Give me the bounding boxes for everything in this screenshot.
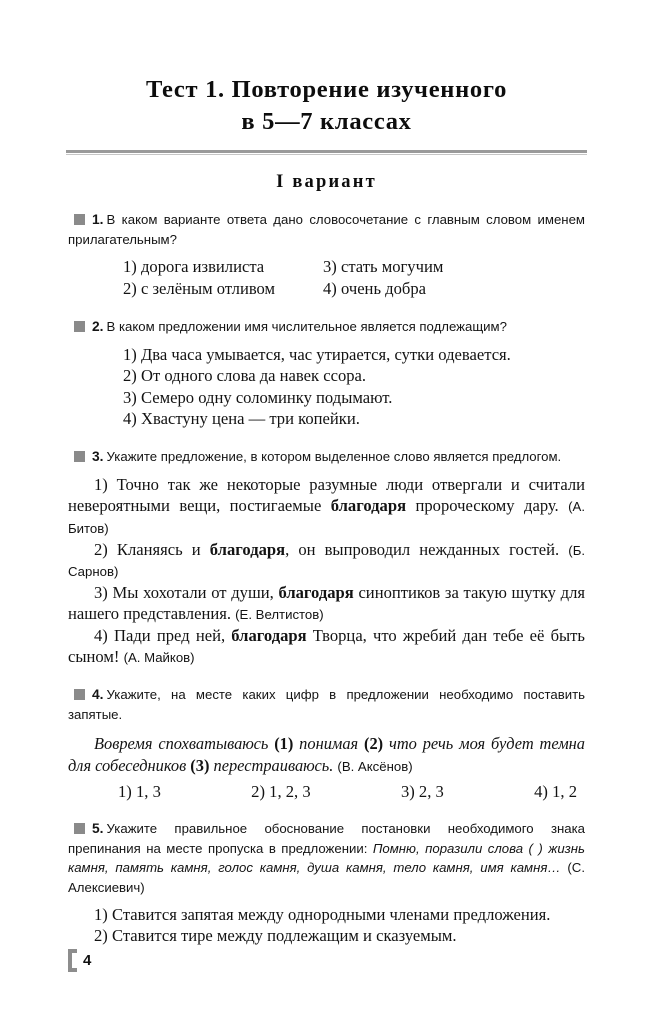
question-4-quote <box>68 733 585 776</box>
option-highlight-word: благодаря <box>330 496 407 516</box>
option-text-pre: Точно так же некоторые разумные люди отвергали и считали невероятными вещи, постигаемые <box>68 474 585 516</box>
quote-attribution: (В. Аксёнов) <box>337 758 413 774</box>
option-label: 4) <box>94 625 108 645</box>
option-text: 2, 3 <box>418 782 444 802</box>
option-label: 1) <box>123 256 137 276</box>
option-5-2[interactable] <box>68 925 585 947</box>
option-4-2[interactable] <box>251 782 310 802</box>
option-5-1[interactable] <box>68 904 585 926</box>
question-1-text: В каком варианте ответа дано словосочетание с главным словом именем прилагательным? <box>68 211 585 247</box>
question-5-attribution: (С. Алексиевич) <box>68 860 585 895</box>
question-bullet-icon <box>74 451 85 462</box>
question-bullet-icon <box>74 689 85 700</box>
option-2-4[interactable] <box>123 408 585 430</box>
question-5-stem <box>68 819 585 896</box>
question-bullet-icon <box>74 214 85 225</box>
option-label: 2) <box>123 366 137 386</box>
option-text: 1, 2 <box>552 782 577 802</box>
option-text: Ставится запятая между однородными членами предложения. <box>111 904 551 924</box>
option-text-post: , он выпроводил нежданных гостей. <box>285 539 560 559</box>
quote-segment-3: что речь моя будет темна для собеседников <box>68 734 586 775</box>
option-text: с зелёным отливом <box>140 278 276 298</box>
option-1-2[interactable] <box>123 278 323 300</box>
divider-rule-thin <box>66 154 587 155</box>
question-4 <box>68 685 585 802</box>
option-text-pre: Мы хохотали от души, <box>112 582 279 602</box>
option-label: 1) <box>94 474 108 494</box>
option-label: 4) <box>323 278 337 298</box>
question-1-options <box>68 256 585 300</box>
option-1-3[interactable] <box>323 256 585 278</box>
option-attribution: (А. Битов) <box>68 499 585 536</box>
question-5-options <box>68 904 585 947</box>
option-3-3[interactable] <box>68 582 585 625</box>
option-text-pre: Пади пред ней, <box>114 625 232 645</box>
option-label: 2) <box>94 926 108 946</box>
option-row <box>123 256 585 278</box>
option-label: 2) <box>123 278 137 298</box>
quote-segment-2: понимая <box>293 734 365 754</box>
option-text-pre: Кланяясь и <box>116 539 210 559</box>
page-title <box>68 0 585 139</box>
option-text-post: синоптиков за такую шутку для нашего представления. <box>68 582 586 624</box>
question-2 <box>68 317 585 430</box>
option-4-1[interactable] <box>118 782 161 802</box>
question-bullet-icon <box>74 321 85 332</box>
option-3-2[interactable] <box>68 539 585 582</box>
option-row <box>123 278 585 300</box>
option-text: Ставится тире между подлежащим и сказуемым. <box>111 926 457 946</box>
option-highlight-word: благодаря <box>278 582 354 602</box>
option-3-1[interactable] <box>68 474 585 539</box>
question-1-stem <box>68 210 585 249</box>
question-bullet-icon <box>74 823 85 834</box>
option-label: 3) <box>400 782 415 802</box>
question-1-number: 1. <box>92 211 104 227</box>
question-3 <box>68 447 585 668</box>
question-5-number: 5. <box>92 821 104 837</box>
question-4-text: Укажите, на месте каких цифр в предложении необходимо поставить запятые. <box>68 686 585 722</box>
question-2-options <box>68 344 585 430</box>
option-label: 2) <box>94 539 108 559</box>
question-3-stem <box>68 447 585 467</box>
title-line-1: Тест 1. Повторение изученного <box>145 76 508 103</box>
option-label: 2) <box>251 782 265 802</box>
bracket-ornament-icon <box>68 949 77 972</box>
question-1 <box>68 210 585 300</box>
question-5-text: Укажите правильное обоснование постановки необходимого знака препинания на месте пропуска в предложении: <box>68 821 585 857</box>
option-2-1[interactable] <box>123 344 585 366</box>
option-2-2[interactable] <box>123 365 585 387</box>
option-text: Семеро одну соломинку подымают. <box>140 387 393 407</box>
question-3-number: 3. <box>92 448 104 464</box>
option-label: 3) <box>323 256 337 276</box>
option-attribution: (Б. Сарнов) <box>68 542 586 580</box>
option-highlight-word: благодаря <box>231 625 307 645</box>
option-text-post: Творца, что жребий дан тебе её быть сыном! <box>68 625 585 667</box>
variant-heading: I вариант <box>276 171 377 192</box>
option-label: 1) <box>94 904 108 924</box>
question-4-stem <box>68 685 585 724</box>
option-text: Хвастуну цена — три копейки. <box>140 409 360 429</box>
option-label: 1) <box>118 782 132 802</box>
option-text-post: пророческому дару. <box>406 496 559 516</box>
option-label: 1) <box>123 344 137 364</box>
question-2-stem <box>68 317 585 337</box>
option-attribution: (А. Майков) <box>123 650 195 666</box>
question-2-number: 2. <box>92 318 104 334</box>
option-label: 3) <box>94 582 108 602</box>
option-2-3[interactable] <box>123 387 585 409</box>
page-footer <box>68 949 91 972</box>
title-divider <box>66 150 587 155</box>
option-text: 1, 2, 3 <box>269 782 311 802</box>
option-text: дорога извилиста <box>140 256 265 276</box>
quote-segment-1: Вовремя спохватываюсь <box>94 734 275 754</box>
quote-segment-4: перестраиваюсь. <box>209 755 334 775</box>
page-number: 4 <box>83 952 92 969</box>
question-4-options <box>68 782 585 802</box>
option-label: 3) <box>123 387 137 407</box>
option-text: стать могучим <box>340 256 444 276</box>
option-1-1[interactable] <box>123 256 323 278</box>
option-text: очень добра <box>340 278 427 298</box>
option-4-3[interactable] <box>401 782 444 802</box>
gap-marker-1: (1) <box>274 734 294 754</box>
option-text: Два часа умывается, час утирается, сутки одевается. <box>140 344 511 364</box>
question-5 <box>68 819 585 947</box>
option-3-4[interactable] <box>68 625 585 668</box>
option-4-4[interactable] <box>534 782 577 802</box>
option-highlight-word: благодаря <box>209 539 286 559</box>
question-2-text: В каком предложении имя числительное является подлежащим? <box>106 318 507 334</box>
gap-marker-3: (3) <box>190 755 210 775</box>
question-3-options <box>68 474 585 668</box>
option-text: От одного слова да навек ссора. <box>140 366 367 386</box>
option-label: 4) <box>534 782 548 802</box>
question-4-number: 4. <box>92 686 104 702</box>
divider-rule-thick <box>66 150 587 153</box>
question-5-quote: Помню, поразили слова ( ) жизнь камня, память камня, голос камня, душа камня, тело камня, имя камня… <box>68 841 585 876</box>
option-attribution: (Е. Велтистов) <box>235 607 324 623</box>
gap-marker-2: (2) <box>364 734 384 754</box>
title-line-2: в 5—7 классах <box>241 108 412 136</box>
option-1-4[interactable] <box>323 278 585 300</box>
option-text: 1, 3 <box>135 782 161 802</box>
question-3-text: Укажите предложение, в котором выделенное слово является предлогом. <box>106 448 562 464</box>
option-label: 4) <box>123 409 137 429</box>
